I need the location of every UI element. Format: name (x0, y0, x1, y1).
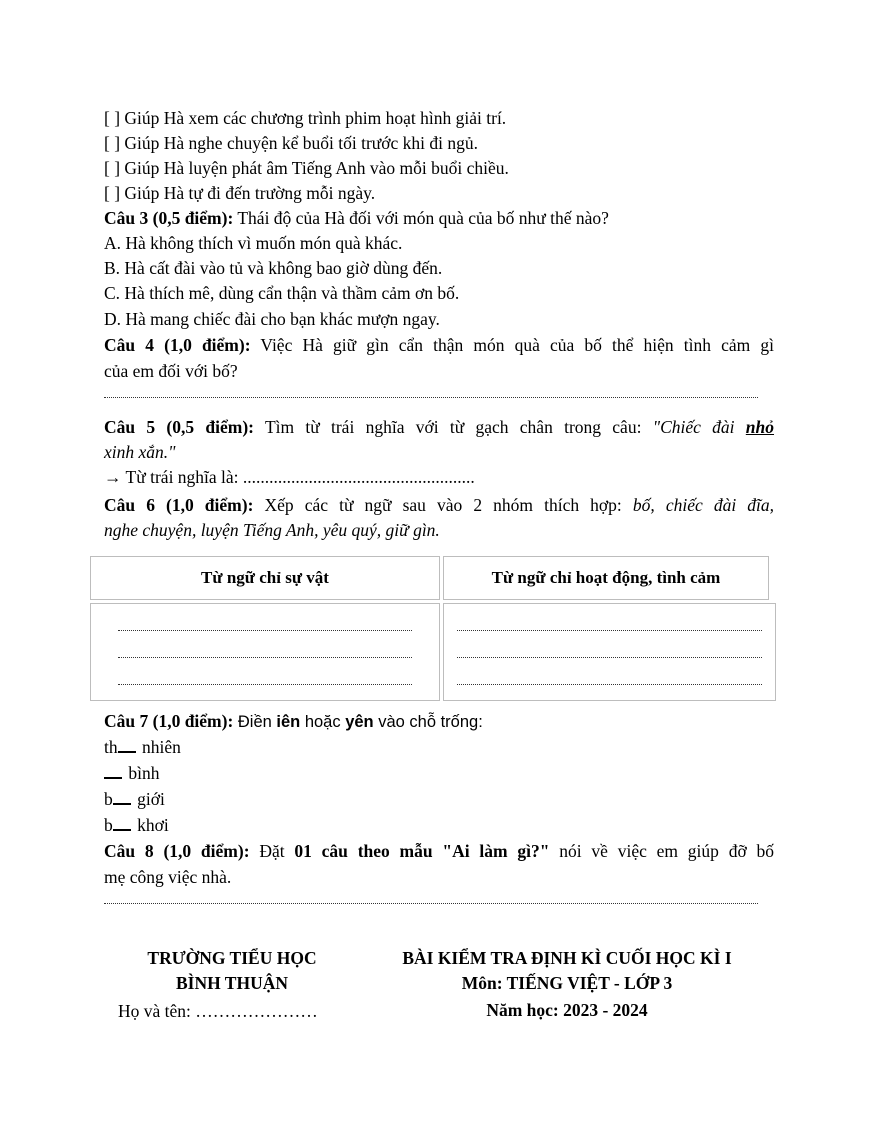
q7-blank-4[interactable] (113, 815, 131, 831)
q6-text: Xếp các từ ngữ sau vào 2 nhóm thích hợp: (253, 495, 633, 515)
q2-option-2: [ ] Giúp Hà nghe chuyện kể buổi tối trước khi đi ngủ. (104, 133, 479, 153)
q6-label: Câu 6 (1,0 điểm): (104, 495, 254, 515)
q4-text: Việc Hà giữ gìn cẩn thận món quà của bố thể hiện tình cảm gì (250, 335, 774, 355)
q7-blank-1[interactable] (118, 737, 136, 753)
q2-option-4: [ ] Giúp Hà tự đi đến trường mỗi ngày. (104, 183, 376, 203)
q7-post: vào chỗ trống: (373, 713, 483, 731)
q5-underlined-word: nhỏ (745, 417, 775, 437)
q8-pre: Đặt (249, 841, 295, 861)
q7-mid: hoặc (300, 713, 346, 731)
exam-year: Năm học: 2023 - 2024 (486, 1000, 648, 1020)
q4-answer-line[interactable] (104, 396, 758, 398)
q6-actions-line-3[interactable] (457, 683, 762, 685)
q3-label: Câu 3 (0,5 điểm): (104, 208, 234, 228)
q7-question (104, 710, 483, 733)
q8-label: Câu 8 (1,0 điểm): (104, 841, 250, 861)
q2-option-3: [ ] Giúp Hà luyện phát âm Tiếng Anh vào mỗi buổi chiều. (104, 158, 509, 178)
student-name-field[interactable]: Họ và tên: ………………… (118, 1001, 318, 1021)
q7-item-1: th nhiên (104, 737, 181, 757)
q6-things-line-1[interactable] (118, 629, 412, 631)
exam-title: BÀI KIỂM TRA ĐỊNH KÌ CUỐI HỌC KÌ I (402, 948, 732, 968)
exam-subject: Môn: TIẾNG VIỆT - LỚP 3 (461, 973, 673, 993)
q8-answer-line[interactable] (104, 902, 758, 904)
q7-item-4: b khơi (104, 815, 169, 835)
q5-quote-start: "Chiếc đài (652, 417, 746, 437)
q6-cell-things[interactable] (90, 603, 440, 701)
q7-blank-3[interactable] (113, 789, 131, 805)
q3-choice-a: A. Hà không thích vì muốn món quà khác. (104, 233, 403, 253)
q3-choice-b: B. Hà cất đài vào tủ và không bao giờ dùng đến. (104, 258, 443, 278)
q7-pre: Điền (233, 713, 277, 731)
q6-things-line-3[interactable] (118, 683, 412, 685)
q6-actions-line-1[interactable] (457, 629, 762, 631)
school-name-line1: TRƯỜNG TIỂU HỌC (147, 948, 317, 968)
q4-label: Câu 4 (1,0 điểm): (104, 335, 251, 355)
q2-option-1: [ ] Giúp Hà xem các chương trình phim hoạt hình giải trí. (104, 108, 507, 128)
q6-actions-line-2[interactable] (457, 656, 762, 658)
q8-bold: 01 câu theo mẫu "Ai làm gì?" (294, 841, 550, 861)
q3-choice-c: C. Hà thích mê, dùng cẩn thận và thầm cảm ơn bố. (104, 283, 460, 303)
q6-words-1: bố, chiếc đài đĩa, (632, 495, 774, 515)
q6-words-2: nghe chuyện, luyện Tiếng Anh, yêu quý, giữ gìn. (104, 520, 440, 540)
q5-answer: → Từ trái nghĩa là: ..................................................... (104, 467, 475, 487)
q5-question-line1 (104, 416, 774, 438)
q4-question-line2: của em đối với bố? (104, 361, 238, 381)
q8-question-line2: mẹ công việc nhà. (104, 867, 232, 887)
q7-word-ien: iên (276, 713, 301, 731)
q8-question-line1 (104, 840, 774, 862)
q7-item-2: bình (104, 762, 160, 784)
q7-item-3: b giới (104, 789, 165, 809)
q6-cell-actions[interactable] (443, 603, 776, 701)
q5-label: Câu 5 (0,5 điểm): (104, 417, 254, 437)
q3-choice-d: D. Hà mang chiếc đài cho bạn khác mượn ngay. (104, 309, 440, 329)
q3-text: Thái độ của Hà đối với món quà của bố như thế nào? (233, 208, 609, 228)
q4-question-line1 (104, 334, 774, 356)
q6-col-header-things: Từ ngữ chỉ sự vật (90, 556, 440, 600)
q5-quote-end: xinh xắn." (104, 442, 176, 462)
q6-col-header-actions: Từ ngữ chỉ hoạt động, tình cảm (443, 556, 769, 600)
q7-blank-2[interactable] (104, 763, 122, 779)
q6-things-line-2[interactable] (118, 656, 412, 658)
q3-question (104, 207, 609, 229)
q8-post: nói về việc em giúp đỡ bố (549, 841, 774, 861)
q6-question-line1 (104, 494, 774, 516)
q7-word-yen: yên (345, 713, 374, 731)
q7-label: Câu 7 (1,0 điểm): (104, 711, 234, 731)
school-name-line2: BÌNH THUẬN (176, 973, 288, 993)
q5-text: Tìm từ trái nghĩa với từ gạch chân trong câu: (253, 417, 653, 437)
